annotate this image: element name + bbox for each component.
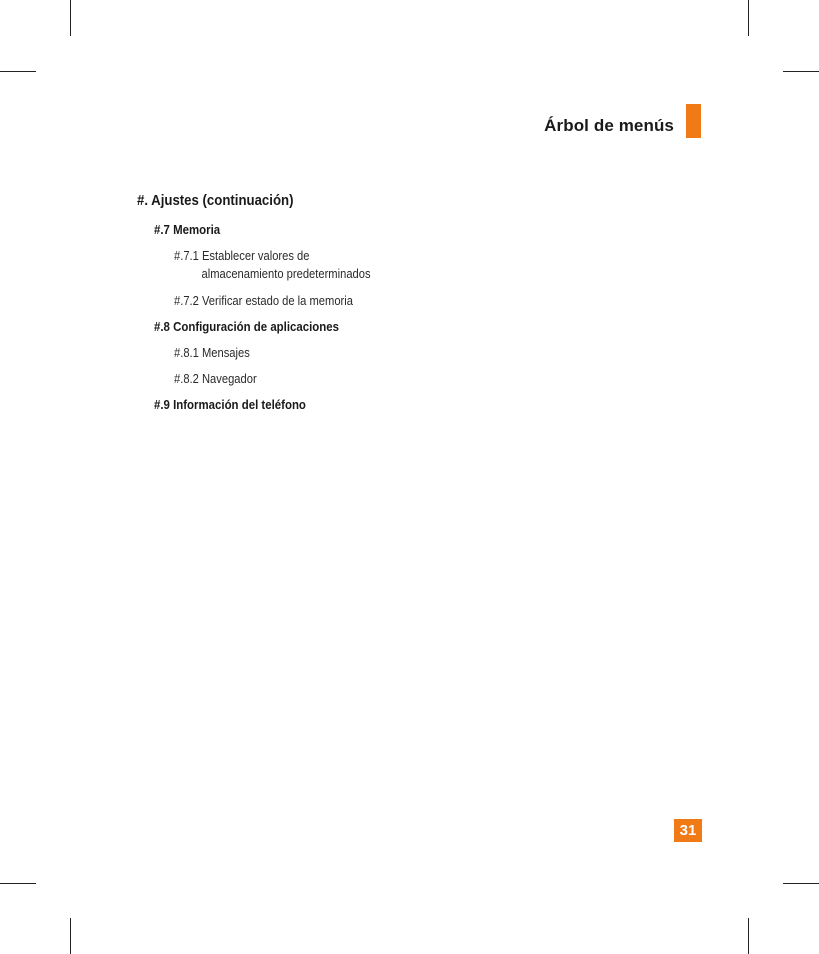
group-title-informacion: #.9 Información del teléfono	[154, 397, 306, 412]
crop-mark	[783, 883, 819, 884]
group-title-memoria: #.7 Memoria	[154, 222, 221, 237]
crop-mark	[748, 0, 749, 36]
crop-mark	[783, 71, 819, 72]
header-accent-tab	[686, 104, 701, 138]
crop-mark	[70, 918, 71, 954]
crop-mark	[748, 918, 749, 954]
menu-item-continuation: almacenamiento predeterminados	[201, 266, 371, 281]
section-title: #. Ajustes (continuación)	[137, 192, 294, 209]
menu-item-7-2: #.7.2 Verificar estado de la memoria	[174, 293, 353, 308]
menu-item-8-1: #.8.1 Mensajes	[174, 345, 250, 360]
page-number-badge: 31	[674, 819, 702, 842]
page-header-title: Árbol de menús	[544, 116, 674, 135]
menu-item-line: #.7.1 Establecer valores de	[174, 248, 310, 263]
crop-mark	[70, 0, 71, 36]
crop-mark	[0, 71, 36, 72]
group-title-configuracion: #.8 Configuración de aplicaciones	[154, 319, 340, 334]
menu-tree	[137, 190, 537, 412]
crop-mark	[0, 883, 36, 884]
menu-item-7-1	[174, 247, 371, 283]
menu-item-8-2: #.8.2 Navegador	[174, 371, 257, 386]
